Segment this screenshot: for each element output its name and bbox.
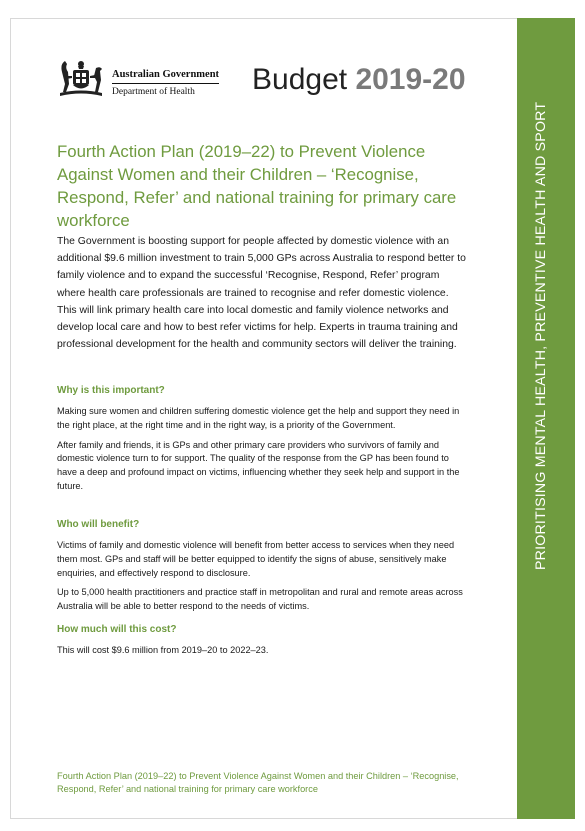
section-paragraph: Making sure women and children suffering domestic violence get the help and support they need in the right place, at the right time and in the right way, is a priority of the Government. — [57, 406, 460, 430]
government-name: Australian Government — [112, 69, 220, 80]
section-heading: Why is this important? — [57, 385, 165, 396]
sidebar-theme-text: PRIORITISING MENTAL HEALTH, PREVENTIVE HEALTH AND SPORT — [533, 101, 549, 570]
section-why-important — [57, 384, 467, 500]
section-cost — [57, 623, 467, 664]
budget-year: 2019-20 — [355, 63, 466, 96]
intro-paragraph: The Government is boosting support for people affected by domestic violence with an additional $9.6 million investment to train 5,000 GPs across Australia to respond better to family violence and to expand the successful ‘Recognise, Respond, Refer’ program where health care professionals are trained to recognise and refer domestic violence. This will link primary health care into local domestic and family violence networks and develop local care and how to best refer victims for help. Experts in trauma training and professional development for the health and community sectors will deliver the training. — [57, 236, 466, 351]
section-paragraph: Victims of family and domestic violence will benefit from better access to services when they need them most. GPs and staff will be better equipped to identify the signs of abuse, sensitively make enquiries, and effectively respond to disclosure. — [57, 540, 455, 578]
government-branding — [112, 68, 219, 99]
section-heading: How much will this cost? — [57, 624, 177, 635]
department-name: Department of Health — [112, 83, 219, 99]
budget-word: Budget — [252, 63, 348, 96]
section-who-benefits — [57, 518, 467, 620]
section-heading: Who will benefit? — [57, 519, 140, 530]
document-header — [56, 58, 476, 106]
page-footer: Fourth Action Plan (2019–22) to Prevent Violence Against Women and their Children – ‘Recognise, Respond, Refer’ and national training for primary care workforce — [57, 771, 459, 795]
section-paragraph: Up to 5,000 health practitioners and practice staff in metropolitan and rural and remote areas across Australia will be able to better respond to the needs of victims. — [57, 587, 463, 612]
budget-wordmark — [252, 62, 466, 98]
page-title: Fourth Action Plan (2019–22) to Prevent Violence Against Women and their Children – ‘Recognise, Respond, Refer’ and national training for primary care workforce — [57, 142, 457, 230]
coat-of-arms-icon — [56, 58, 106, 100]
section-paragraph: After family and friends, it is GPs and other primary care providers who survivors of family and domestic violence turn to for support. The quality of the response from the GP has been found to have a deep and profound impact on victims, influencing whether they seek help and support in the future. — [57, 439, 460, 491]
section-paragraph: This will cost $9.6 million from 2019–20 to 2022–23. — [57, 645, 269, 655]
